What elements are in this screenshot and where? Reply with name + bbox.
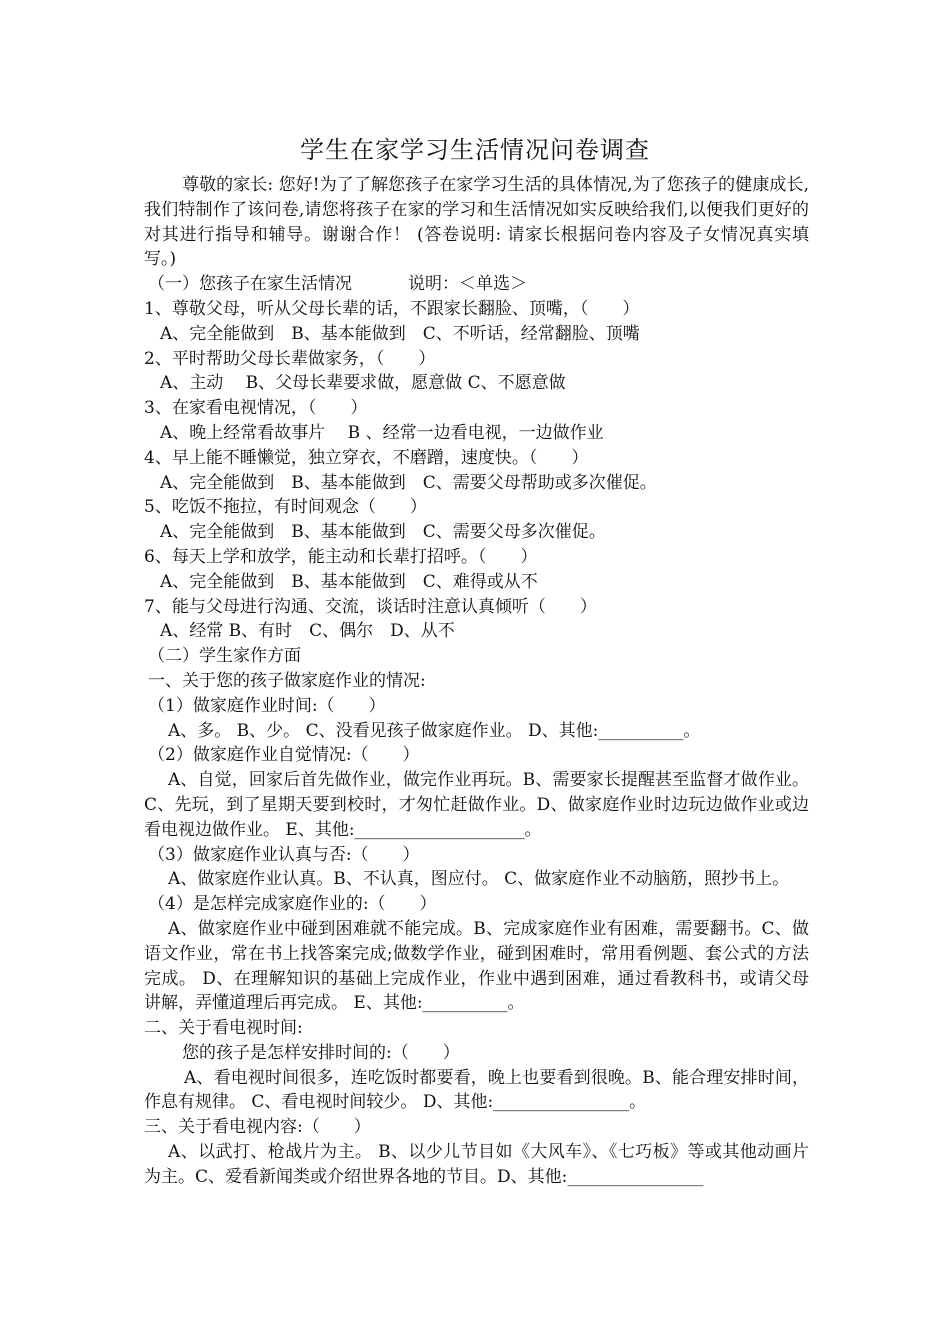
question-1-options: A、完全能做到 B、基本能做到 C、不听话，经常翻脸、顶嘴 (160, 323, 640, 344)
document-body (144, 173, 809, 1190)
question-1: 1、尊敬父母，听从父母长辈的话，不跟家长翻脸、顶嘴，（ ） (144, 298, 640, 319)
question-7: 7、能与父母进行沟通、交流，谈话时注意认真倾听（ ） (144, 596, 597, 617)
intro-paragraph: 尊敬的家长: 您好!为了了解您孩子在家学习生活的具体情况,为了您孩子的健康成长,我们特制作了该问卷,请您将孩子在家的学习和生活情况如实反映给我们,以便我们更好的对其进行指导和辅导。谢谢合作！ (答卷说明: 请家长根据问卷内容及子女情况真实填写。) (144, 175, 809, 270)
section-1-heading (144, 272, 809, 297)
section-2-title: （二）学生家作方面 (148, 646, 301, 667)
question-4-options: A、完全能做到 B、基本能做到 C、需要父母帮助或多次催促。 (160, 472, 657, 493)
section-1-note: 说明：＜单选＞ (408, 274, 527, 295)
question-5: 5、吃饭不拖拉，有时间观念（ ） (144, 497, 427, 518)
tv-content-options: A、以武打、枪战片为主。 B、以少儿节目如《大风车》、《七巧板》等或其他动画片为主。C、爱看新闻类或介绍世界各地的节目。D、其他:________________ (144, 1142, 809, 1187)
question-2-options: A、主动 B、父母长辈要求做，愿意做 C、不愿意做 (160, 373, 566, 394)
tv-time-question: 您的孩子是怎样安排时间的:（ ） (182, 1042, 460, 1063)
homework-question-4-options: A、做家庭作业中碰到困难就不能完成。B、完成家庭作业有困难，需要翻书。C、做语文作业，常在书上找答案完成;做数学作业，碰到困难时，常用看例题、套公式的方法完成。 D、在理解知识的基础上完成作业，作业中遇到困难，通过看教科书，或请父母讲解，弄懂道理后再完成。 E、其他:__________。 (144, 918, 809, 1014)
homework-question-2-options: A、自觉，回家后首先做作业，做完作业再玩。B、需要家长提醒甚至监督才做作业。 C、先玩，到了星期天要到校时，才匆忙赶做作业。D、做家庭作业时边玩边做作业或边看电视边做作业。 E、其他:____________________。 (144, 770, 809, 840)
section-1-title: （一）您孩子在家生活情况 (148, 274, 352, 295)
homework-question-2: （2）做家庭作业自觉情况:（ ） (148, 745, 420, 766)
question-3-options: A、晚上经常看故事片 B 、经常一边看电视，一边做作业 (160, 422, 604, 443)
homework-question-4: （4）是怎样完成家庭作业的:（ ） (148, 894, 437, 915)
question-6: 6、每天上学和放学，能主动和长辈打招呼。（ ） (144, 546, 538, 567)
homework-question-1: （1）做家庭作业时间:（ ） (148, 695, 386, 716)
homework-question-3-options: A、做家庭作业认真。B、不认真，图应付。 C、做家庭作业不动脑筋，照抄书上。 (168, 869, 790, 890)
homework-question-3: （3）做家庭作业认真与否:（ ） (148, 844, 420, 865)
question-6-options: A、完全能做到 B、基本能做到 C、难得或从不 (160, 571, 538, 592)
page-title: 学生在家学习生活情况问卷调查 (300, 136, 650, 164)
question-5-options: A、完全能做到 B、基本能做到 C、需要父母多次催促。 (160, 522, 606, 543)
part-2-title: 二、关于看电视时间: (144, 1018, 303, 1039)
question-2: 2、平时帮助父母长辈做家务，（ ） (144, 348, 436, 369)
homework-question-1-options: A、多。 B、少。 C、没看见孩子做家庭作业。 D、其他:__________。 (168, 720, 701, 741)
part-1-title: 一、关于您的孩子做家庭作业的情况: (148, 670, 426, 691)
question-7-options: A、经常 B、有时 C、偶尔 D、从不 (160, 621, 455, 642)
question-3: 3、在家看电视情况，（ ） (144, 398, 368, 419)
question-4: 4、早上能不睡懒觉，独立穿衣，不磨蹭，速度快。（ ） (144, 447, 589, 468)
part-3-title: 三、关于看电视内容:（ ） (144, 1117, 371, 1138)
tv-time-options: A、看电视时间很多，连吃饭时都要看，晚上也要看到很晚。B、能合理安排时间，作息有规律。 C、看电视时间较少。 D、其他:________________。 (144, 1067, 809, 1113)
